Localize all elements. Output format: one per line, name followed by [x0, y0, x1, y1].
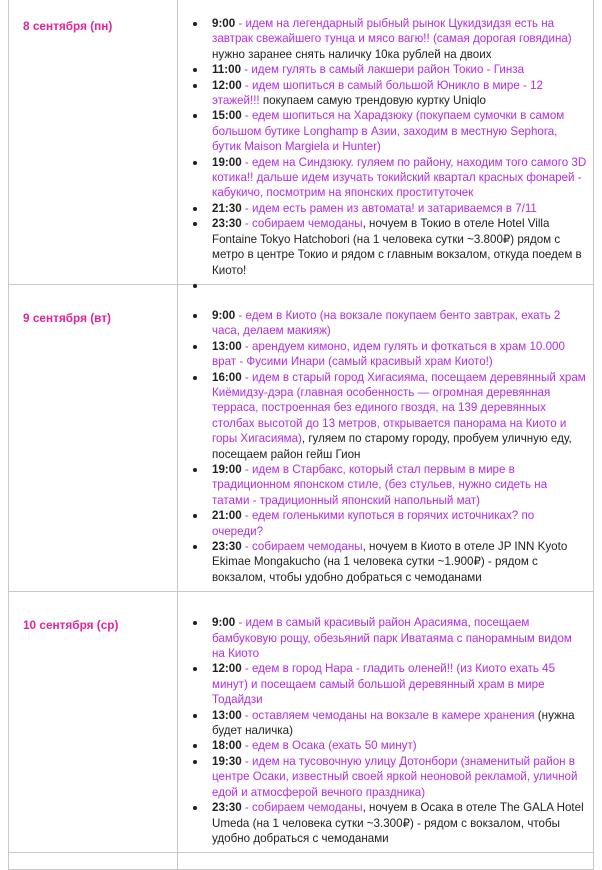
plan-item: [192, 462, 587, 508]
day-row: [9, 0, 594, 284]
day-date-cell: [9, 284, 178, 591]
plan-item: [192, 708, 587, 739]
item-time: 15:00: [212, 109, 242, 123]
plan-item: [192, 155, 587, 201]
item-separator: -: [241, 63, 252, 77]
day-date: 8 сентября (пн): [23, 19, 113, 33]
plan-item: [192, 370, 587, 462]
item-details: нужно заранее снять наличку 10ка рублей на двоих: [212, 47, 492, 61]
plan-list: [192, 615, 587, 846]
item-time: 19:00: [212, 155, 242, 169]
plan-item: [192, 738, 587, 753]
plan-item: [192, 308, 587, 339]
item-highlight: идем гулять в самый лакшери район Токио - Гинза: [251, 63, 525, 77]
item-separator: -: [235, 17, 246, 30]
item-time: 12:00: [212, 78, 242, 92]
item-separator: -: [241, 509, 252, 523]
item-time: 23:30: [212, 801, 242, 815]
item-details: покупаем самую трендовую куртку Uniqlo: [259, 94, 486, 108]
item-separator: -: [241, 708, 252, 722]
item-highlight: идем в Старбакс, который стал первым в мире в традиционном японском стиле, (без стульев, нужно сидеть на татами - традиционный японский напольный мат): [212, 462, 548, 507]
item-time: 13:00: [212, 339, 242, 353]
item-highlight: идем шопиться в самый большой Юникло в мире - 12 этажей!!!: [212, 78, 543, 108]
item-highlight: едем в Киото (на вокзале покупаем бенто завтрак, ехать 2 часа, делаем макияж): [212, 308, 561, 338]
item-time: 13:00: [212, 708, 242, 722]
plan-item: [192, 539, 587, 585]
item-separator: -: [235, 308, 246, 322]
empty-row: [9, 853, 594, 870]
plan-item: [192, 800, 587, 846]
item-separator: -: [241, 78, 252, 92]
item-time: 9:00: [212, 308, 236, 322]
item-time: 23:30: [212, 540, 242, 553]
plan-item: [192, 201, 587, 216]
plan-item: [192, 754, 587, 800]
item-separator: -: [241, 217, 252, 231]
item-highlight: едем на Синдзюку. гуляем по району, находим того самого 3D котика!! дальше идем изучать токийский квартал красных фонарей - кабукичо, посмотрим на японских проституточек: [212, 155, 587, 200]
item-time: 12:00: [212, 662, 242, 676]
plan-item: [192, 661, 587, 707]
item-highlight: идем на тусовочную улицу Дотонбори (знаменитый район в центре Осаки, известный своей яркой неоновой рекламой, уличной едой и атмосферой вечного праздника): [212, 754, 578, 799]
day-date: 10 сентября (ср): [23, 618, 119, 633]
day-date-cell: [9, 592, 178, 853]
item-highlight: собираем чемоданы: [251, 801, 363, 815]
item-details: , ночуем в Осака в отеле The GALA Hotel Umeda (на 1 человека сутки ~3.300₽) - рядом с вокзалом, чтобы удобно добраться с чемоданами: [212, 801, 584, 845]
day-plan-cell: [178, 284, 594, 591]
item-time: 21:30: [212, 201, 242, 215]
item-highlight: собираем чемоданы: [251, 540, 363, 553]
item-time: 18:00: [212, 739, 242, 753]
item-highlight: идем в старый город Хигасияма, посещаем деревянный храм Киёмидзу-дэра (главная особенность — огромная деревянная терраса, построенная без единого гвоздя, на 139 деревянных столбах высотой до 13 метров, открывается панорама на Киото и горы Хигасияма): [212, 370, 586, 446]
empty-cell: [9, 853, 178, 870]
day-date-cell: [9, 0, 178, 284]
item-highlight: едем шопиться на Харадзюку (покупаем сумочки в самом большом бутике Longhamp в Азии, заходим в местную Sephora, бутик Maison Margiela и Hunter): [212, 109, 565, 154]
item-separator: -: [241, 370, 252, 384]
item-separator: -: [241, 155, 252, 169]
empty-cell: [178, 853, 594, 870]
item-time: 23:30: [212, 217, 242, 231]
day-plan-cell: [178, 592, 594, 853]
item-details: (нужна будет наличка): [212, 708, 575, 738]
item-highlight: идем есть рамен из автомата! и затариваемся в 7/11: [251, 201, 537, 215]
plan-item: [192, 615, 587, 661]
plan-list: [192, 308, 587, 585]
item-separator: -: [235, 616, 246, 630]
item-highlight: едем голенькими купоться в горячих источниках? по очереди?: [212, 509, 535, 538]
day-date: 9 сентября (вт): [23, 310, 111, 325]
item-highlight: едем в Осака (ехать 50 минут): [251, 739, 417, 753]
day-row: [9, 592, 594, 853]
item-details: , гуляем по старому городу, пробуем уличную еду, посещаем район гейш Гион: [212, 432, 572, 461]
item-time: 9:00: [212, 616, 236, 630]
day-plan-cell: [178, 0, 594, 284]
item-highlight: оставляем чемоданы на вокзале в камере хранения: [251, 708, 535, 722]
plan-item: [192, 78, 587, 109]
item-separator: -: [241, 339, 252, 353]
plan-item: [192, 62, 587, 77]
item-separator: -: [241, 201, 252, 215]
item-time: 19:30: [212, 754, 242, 768]
item-time: 11:00: [212, 63, 242, 77]
item-separator: -: [241, 754, 252, 768]
item-highlight: идем в самый красивый район Арасияма, посещаем бамбуковую рощу, обезьяний парк Иватаяма с панорамным видом на Киото: [212, 616, 572, 661]
plan-item: [192, 508, 587, 539]
plan-list: [192, 16, 587, 278]
plan-item: [192, 16, 587, 62]
item-time: 16:00: [212, 370, 242, 384]
item-separator: -: [241, 739, 252, 753]
item-highlight: идем на легендарный рыбный рынок Цукидзидзя есть на завтрак свежайшего тунца и мясо вагю!! (самая дорогая говядина): [212, 17, 572, 46]
plan-item: [192, 108, 587, 154]
item-details: , ночуем в Киото в отеле JP INN Kyoto Ekimae Mongakucho (на 1 человека сутки ~1.900₽) - рядом с вокзалом, чтобы удобно добраться с чемоданами: [212, 540, 568, 584]
item-time: 19:00: [212, 462, 242, 476]
item-separator: -: [241, 462, 252, 476]
plan-item: [192, 216, 587, 278]
item-highlight: едем в город Нара - гладить оленей!! (из Киото ехать 45 минут) и посещаем самый большой деревянный храм в мире Тодайдзи: [212, 662, 556, 707]
item-separator: -: [241, 109, 252, 123]
item-details: , ночуем в Токио в отеле Hotel Villa Fontaine Tokyo Hatchobori (на 1 человека сутки ~3.800₽) рядом с метро в центре Токио и рядом с главным вокзалом, откуда поедем в Киото!: [212, 217, 582, 277]
schedule-table: [8, 0, 594, 870]
item-time: 9:00: [212, 17, 236, 30]
schedule-body: [9, 0, 594, 870]
item-separator: -: [241, 540, 252, 553]
item-highlight: собираем чемоданы: [251, 217, 363, 231]
item-separator: -: [241, 801, 252, 815]
item-time: 21:00: [212, 509, 242, 523]
item-highlight: арендуем кимоно, идем гулять и фоткаться в храм 10.000 врат - Фусими Инари (самый красивый храм Киото!): [212, 339, 565, 369]
plan-item: [192, 339, 587, 370]
day-row: [9, 284, 594, 591]
item-separator: -: [241, 662, 252, 676]
